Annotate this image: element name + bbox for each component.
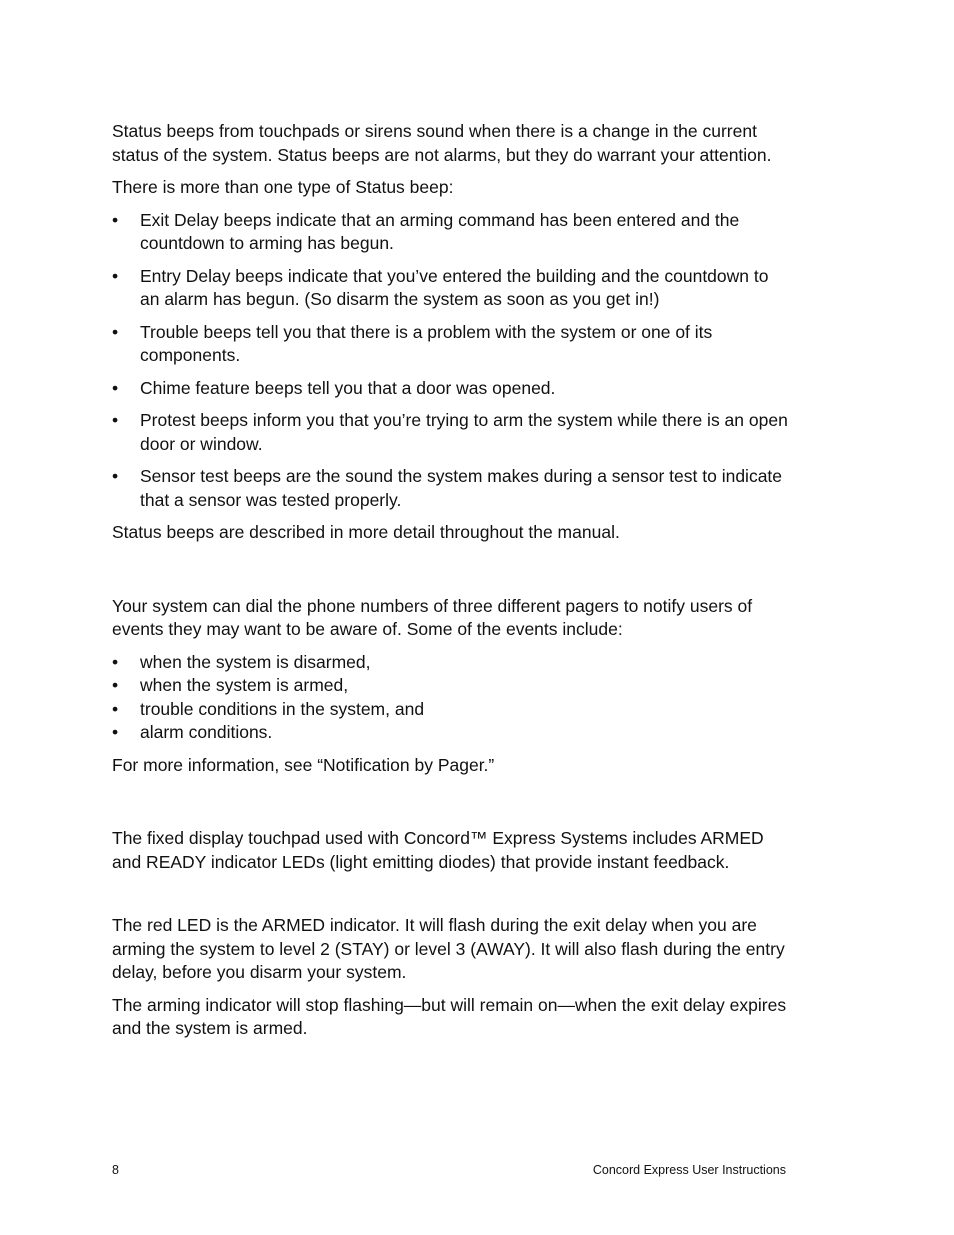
- status-beep-types-list: [112, 209, 792, 513]
- list-item: [112, 265, 792, 312]
- section-spacer: [112, 554, 792, 595]
- touchpad-intro: The fixed display touchpad used with Concord™ Express Systems includes ARMED and READY indicator LEDs (light emitting diodes) that provide instant feedback.: [112, 828, 764, 872]
- list-item: [112, 465, 792, 512]
- page-body: [112, 120, 792, 1050]
- status-beeps-types-intro: There is more than one type of Status beep:: [112, 177, 454, 197]
- list-item-text: alarm conditions.: [140, 722, 273, 742]
- list-item-text: when the system is armed,: [140, 675, 349, 695]
- bullet-icon: •: [112, 321, 119, 342]
- list-item-text: trouble conditions in the system, and: [140, 698, 425, 719]
- list-item: [112, 674, 792, 698]
- list-item: [112, 409, 792, 456]
- bullet-icon: •: [112, 265, 119, 286]
- list-item: [112, 698, 792, 722]
- pager-events-list: [112, 651, 792, 745]
- bullet-icon: •: [112, 651, 119, 672]
- page-number: 8: [112, 1163, 119, 1177]
- bullet-icon: •: [112, 722, 119, 742]
- pager-intro: Your system can dial the phone numbers of three different pagers to notify users of events they may want to be aware of. Some of the events include:: [112, 595, 753, 639]
- bullet-icon: •: [112, 466, 119, 486]
- bullet-icon: •: [112, 675, 119, 695]
- status-beeps-outro: Status beeps are described in more detail throughout the manual.: [112, 522, 620, 542]
- bullet-icon: •: [112, 698, 119, 719]
- armed-led-section: [112, 914, 792, 1041]
- list-item-text: Chime feature beeps tell you that a door was opened.: [140, 377, 556, 398]
- list-item-text: Sensor test beeps are the sound the system makes during a sensor test to indicate that a sensor was tested properly.: [140, 466, 783, 510]
- list-item-text: Protest beeps inform you that you’re trying to arm the system while there is an open door or window.: [140, 410, 788, 454]
- status-beeps-intro: Status beeps from touchpads or sirens sound when there is a change in the current status of the system. Status beeps are not alarms, but they do warrant your attention.: [112, 121, 772, 165]
- touchpad-section: [112, 827, 792, 874]
- list-item: [112, 651, 792, 675]
- section-spacer: [112, 883, 792, 914]
- list-item-text: Trouble beeps tell you that there is a problem with the system or one of its components.: [140, 321, 713, 365]
- list-item-text: when the system is disarmed,: [140, 651, 371, 672]
- pager-outro: For more information, see “Notification by Pager.”: [112, 754, 495, 775]
- list-item: [112, 377, 792, 401]
- pager-section: [112, 595, 792, 778]
- status-beeps-section: [112, 120, 792, 545]
- bullet-icon: •: [112, 209, 119, 230]
- armed-led-para-1: The red LED is the ARMED indicator. It will flash during the exit delay when you are arming the system to level 2 (STAY) or level 3 (AWAY). It will also flash during the entry delay, before you disarm your system.: [112, 915, 785, 982]
- bullet-icon: •: [112, 377, 119, 398]
- list-item: [112, 209, 792, 256]
- bullet-icon: •: [112, 410, 119, 430]
- list-item: [112, 721, 792, 745]
- section-spacer: [112, 786, 792, 827]
- list-item: [112, 321, 792, 368]
- list-item-text: Exit Delay beeps indicate that an arming command has been entered and the countdown to arming has begun.: [140, 209, 740, 253]
- armed-led-para-2: The arming indicator will stop flashing—but will remain on—when the exit delay expires and the system is armed.: [112, 994, 787, 1038]
- footer-doc-title: Concord Express User Instructions: [592, 1163, 786, 1177]
- list-item-text: Entry Delay beeps indicate that you’ve entered the building and the countdown to an alarm has begun. (So disarm the system as soon as you get in!): [140, 265, 769, 309]
